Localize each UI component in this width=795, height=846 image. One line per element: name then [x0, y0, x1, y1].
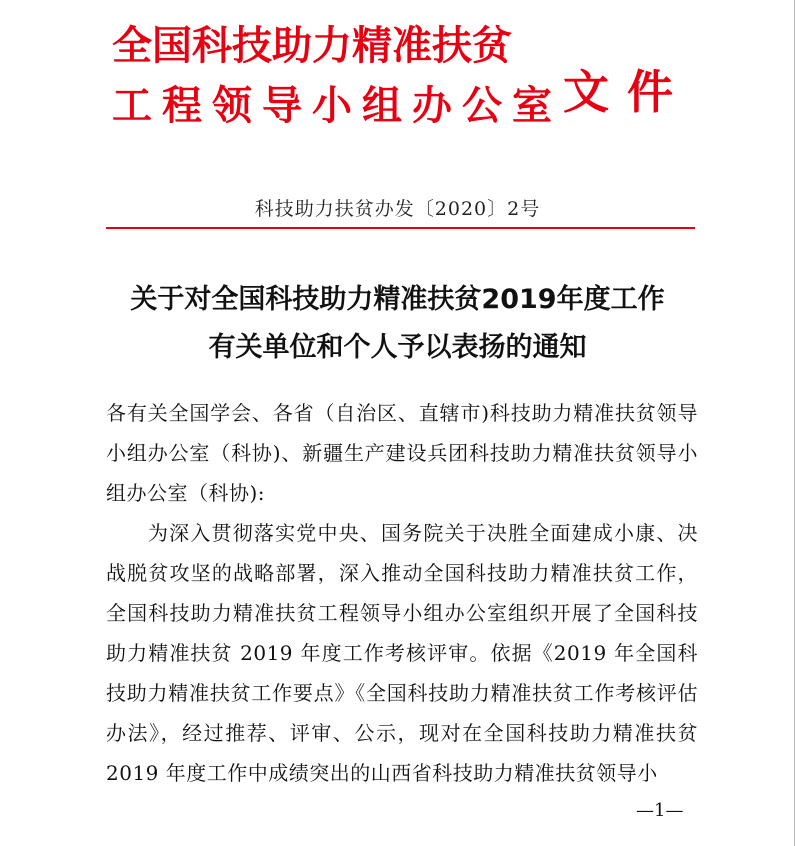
body-paragraph: 为深入贯彻落实党中央、国务院关于决胜全面建成小康、决战脱贫攻坚的战略部署，深入推动全国科技助力精准扶贫工作，全国科技助力精准扶贫工程领导小组办公室组织开展了全国科技助力精准扶贫 2019 年度工作考核评审。依据《2019 年全国科技助力精准扶贫工作要点》《全国科技助力精准扶贫工作考核评估办法》，经过推荐、评审、公示，现对在全国科技助力精准扶贫 2019 年度工作中成绩突出的山西省科技助力精准扶贫领导小 [106, 521, 698, 785]
document-type-label: 文件 [563, 65, 691, 119]
title-line1: 关于对全国科技助力精准扶贫2019年度工作 [130, 284, 665, 315]
document-number: 科技助力扶贫办发〔2020〕2号 [254, 198, 541, 220]
document-body [106, 393, 698, 793]
issuer-name-line1: 全国科技助力精准扶贫 [112, 23, 512, 69]
page-number: —1— [636, 800, 684, 821]
red-separator-line [106, 227, 695, 229]
issuer-name-line2: 工程领导小组办公室 [112, 83, 562, 129]
title-line2: 有关单位和个人予以表扬的通知 [208, 332, 587, 363]
salutation: 各有关全国学会、各省（自治区、直辖市)科技助力精准扶贫领导小组办公室（科协)、新疆生产建设兵团科技助力精准扶贫领导小组办公室（科协): [106, 401, 698, 505]
document-title [0, 276, 795, 372]
issuer-block [112, 22, 562, 130]
